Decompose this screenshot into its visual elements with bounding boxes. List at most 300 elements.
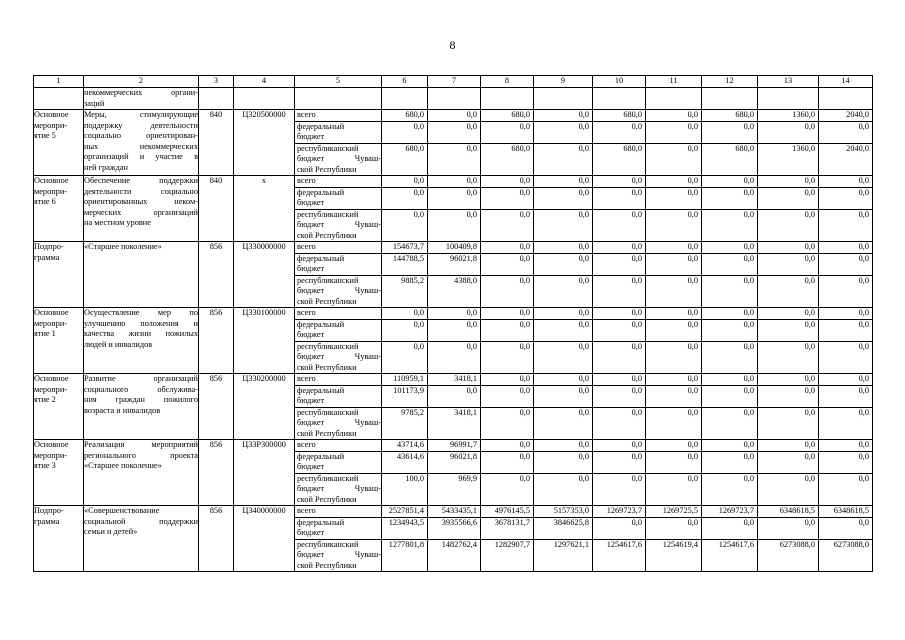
value-cell: 0,0 (593, 407, 646, 440)
grbs-code-cell: 856 (199, 242, 234, 308)
value-cell: 100,0 (382, 473, 428, 506)
value-cell: 0,0 (593, 473, 646, 506)
item-name-cell (84, 308, 199, 374)
value-cell: 0,0 (534, 407, 593, 440)
empty-cell (646, 88, 702, 110)
item-type-cell (34, 176, 84, 242)
value-cell: 0,0 (646, 319, 702, 341)
value-cell: 0,0 (758, 385, 819, 407)
item-type-cell (34, 242, 84, 308)
item-name-cell (84, 176, 199, 242)
value-cell: 0,0 (481, 209, 534, 242)
header-cell: 10 (593, 76, 646, 88)
value-cell: 0,0 (534, 473, 593, 506)
value-cell: 0,0 (593, 253, 646, 275)
value-cell: 6273088,0 (819, 539, 873, 572)
cell-line: меропри- (34, 120, 68, 130)
value-cell: 0,0 (593, 308, 646, 320)
value-cell: 1254619,4 (646, 539, 702, 572)
value-cell: 3935566,6 (428, 517, 481, 539)
funding-source-cell (295, 121, 382, 143)
grbs-code-cell: 856 (199, 506, 234, 572)
cell-line: республиканский (297, 407, 359, 417)
value-cell: 0,0 (819, 187, 873, 209)
value-cell: 0,0 (819, 451, 873, 473)
table-row (34, 176, 873, 188)
item-type-cell (34, 440, 84, 506)
header-cell: 12 (702, 76, 758, 88)
cell-line: всего (297, 374, 316, 383)
value-cell: 0,0 (534, 187, 593, 209)
cell-line: грамма (34, 516, 60, 526)
cell-line: ятие 2 (34, 395, 56, 404)
value-cell: 0,0 (382, 176, 428, 188)
cell-line: семьи и детей» (84, 527, 138, 536)
value-cell: 1234943,5 (382, 517, 428, 539)
value-cell: 0,0 (702, 308, 758, 320)
value-cell: 680,0 (481, 143, 534, 176)
cell-line: улучшению положения и (84, 318, 198, 328)
cell-line: ней граждан (84, 162, 128, 172)
value-cell: 0,0 (646, 341, 702, 374)
value-cell: 0,0 (702, 451, 758, 473)
cell-line: мерческих организаций (84, 207, 198, 217)
continuation-type-cell (34, 88, 84, 110)
value-cell: 0,0 (534, 143, 593, 176)
item-name-cell (84, 110, 199, 176)
value-cell: 1282907,7 (481, 539, 534, 572)
value-cell: 0,0 (758, 341, 819, 374)
value-cell: 96991,7 (428, 440, 481, 452)
item-type-cell (34, 308, 84, 374)
cell-line: бюджет Чуваш- (297, 550, 381, 559)
cell-line: всего (297, 440, 316, 449)
cell-line: меропри- (34, 318, 68, 328)
value-cell: 0,0 (382, 209, 428, 242)
value-cell: 0,0 (819, 319, 873, 341)
cell-line: республиканский (297, 143, 359, 153)
value-cell: 6348618,5 (758, 506, 819, 518)
item-type-cell (34, 506, 84, 572)
cell-line: бюджет (297, 396, 325, 405)
value-cell: 0,0 (593, 319, 646, 341)
value-cell: 0,0 (481, 451, 534, 473)
table-row (34, 506, 873, 518)
value-cell: 4976145,5 (481, 506, 534, 518)
cell-line: ных некоммерческих (84, 141, 198, 151)
cell-line: поддержку деятельности (84, 120, 198, 130)
value-cell: 1277801,8 (382, 539, 428, 572)
cell-line: «Совершенствование (84, 506, 160, 515)
value-cell: 0,0 (593, 121, 646, 143)
funding-source-cell (295, 517, 382, 539)
funding-source-cell (295, 539, 382, 572)
cell-line: Подпро- (34, 506, 64, 515)
funding-source-cell (295, 451, 382, 473)
cell-line: федеральный (297, 319, 345, 329)
value-cell: 101173,9 (382, 385, 428, 407)
value-cell: 0,0 (702, 121, 758, 143)
cell-line: федеральный (297, 385, 345, 395)
value-cell: 0,0 (593, 517, 646, 539)
value-cell: 0,0 (646, 121, 702, 143)
value-cell: 3678131,7 (481, 517, 534, 539)
value-cell: 0,0 (646, 275, 702, 308)
value-cell: 0,0 (819, 374, 873, 386)
value-cell: 0,0 (819, 473, 873, 506)
value-cell: 0,0 (534, 176, 593, 188)
value-cell: 1360,0 (758, 143, 819, 176)
header-cell: 7 (428, 76, 481, 88)
value-cell: 5433435,1 (428, 506, 481, 518)
value-cell: 0,0 (382, 121, 428, 143)
value-cell: 0,0 (534, 275, 593, 308)
cell-line: на местном уровне (84, 218, 151, 227)
cell-line: федеральный (297, 253, 345, 263)
item-name-cell (84, 440, 199, 506)
value-cell: 1269723,7 (702, 506, 758, 518)
value-cell: 0,0 (702, 517, 758, 539)
value-cell: 0,0 (758, 517, 819, 539)
value-cell: 0,0 (382, 308, 428, 320)
cell-line: Основное (34, 176, 69, 185)
header-cell: 4 (234, 76, 295, 88)
value-cell: 0,0 (646, 473, 702, 506)
value-cell: 0,0 (382, 341, 428, 374)
cell-line: бюджет Чуваш- (297, 154, 381, 163)
cell-line: ориентированных неком- (84, 197, 198, 206)
value-cell: 0,0 (534, 341, 593, 374)
cell-line: Осуществление мер по (84, 308, 198, 317)
value-cell: 96021,8 (428, 253, 481, 275)
cell-line: социально ориентирован- (84, 131, 198, 140)
funding-source-cell (295, 440, 382, 452)
value-cell: 680,0 (481, 110, 534, 122)
value-cell: 0,0 (758, 407, 819, 440)
value-cell: 4388,0 (428, 275, 481, 308)
value-cell: 2040,0 (819, 110, 873, 122)
value-cell: 0,0 (819, 176, 873, 188)
value-cell: 0,0 (646, 187, 702, 209)
value-cell: 680,0 (702, 143, 758, 176)
value-cell: 1269723,7 (593, 506, 646, 518)
item-name-cell (84, 506, 199, 572)
budget-code-cell: Ц330100000 (234, 308, 295, 374)
value-cell: 3418,1 (428, 374, 481, 386)
value-cell: 0,0 (593, 209, 646, 242)
funding-source-cell (295, 209, 382, 242)
header-cell: 13 (758, 76, 819, 88)
funding-source-cell (295, 385, 382, 407)
value-cell: 1269725,5 (646, 506, 702, 518)
cell-line: «Старшее поколение» (84, 242, 162, 251)
item-type-cell (34, 374, 84, 440)
funding-source-cell (295, 473, 382, 506)
value-cell: 0,0 (481, 473, 534, 506)
value-cell: 0,0 (428, 121, 481, 143)
budget-code-cell: Ц330000000 (234, 242, 295, 308)
value-cell: 0,0 (646, 451, 702, 473)
value-cell: 0,0 (646, 440, 702, 452)
value-cell: 0,0 (646, 385, 702, 407)
value-cell: 1254617,6 (702, 539, 758, 572)
value-cell: 96021,8 (428, 451, 481, 473)
value-cell: 0,0 (593, 187, 646, 209)
cell-line: Развитие организаций (84, 374, 198, 383)
value-cell: 0,0 (702, 473, 758, 506)
cell-line: ской Республики (297, 296, 357, 306)
cell-line: Меры, стимулирующие (84, 110, 198, 119)
cell-line: ской Республики (297, 560, 357, 570)
value-cell: 1297621,1 (534, 539, 593, 572)
value-cell: 0,0 (481, 176, 534, 188)
value-cell: 0,0 (534, 308, 593, 320)
empty-cell (593, 88, 646, 110)
value-cell: 0,0 (534, 253, 593, 275)
value-cell: 0,0 (758, 374, 819, 386)
value-cell: 0,0 (481, 407, 534, 440)
cell-line: Основное (34, 110, 69, 119)
cell-line: бюджет Чуваш- (297, 418, 381, 427)
value-cell: 0,0 (819, 209, 873, 242)
funding-source-cell (295, 341, 382, 374)
value-cell: 0,0 (534, 385, 593, 407)
item-name-cell (84, 242, 199, 308)
value-cell: 43714,6 (382, 440, 428, 452)
value-cell: 0,0 (702, 385, 758, 407)
grbs-code-cell: 840 (199, 110, 234, 176)
value-cell: 0,0 (593, 275, 646, 308)
value-cell: 1482762,4 (428, 539, 481, 572)
cell-line: всего (297, 176, 316, 185)
cell-line: ской Республики (297, 362, 357, 372)
cell-line: меропри- (34, 450, 68, 460)
empty-cell (758, 88, 819, 110)
continuation-line: некоммерческих органи- (84, 88, 198, 97)
cell-line: социальной поддержки (84, 516, 198, 526)
cell-line: меропри- (34, 186, 68, 196)
header-cell: 5 (295, 76, 382, 88)
value-cell: 0,0 (481, 319, 534, 341)
budget-code-cell: Ц340000000 (234, 506, 295, 572)
value-cell: 969,9 (428, 473, 481, 506)
funding-source-cell (295, 143, 382, 176)
value-cell: 0,0 (702, 407, 758, 440)
funding-source-cell (295, 374, 382, 386)
table-row (34, 440, 873, 452)
value-cell: 0,0 (702, 253, 758, 275)
value-cell: 0,0 (534, 319, 593, 341)
value-cell: 1254617,6 (593, 539, 646, 572)
value-cell: 0,0 (481, 242, 534, 254)
value-cell: 0,0 (758, 121, 819, 143)
header-row (34, 76, 873, 88)
continuation-line: заций (84, 98, 105, 108)
value-cell: 0,0 (758, 253, 819, 275)
cell-line: ской Республики (297, 164, 357, 174)
cell-line: республиканский (297, 473, 359, 483)
value-cell: 680,0 (593, 143, 646, 176)
cell-line: всего (297, 506, 316, 515)
value-cell: 0,0 (428, 176, 481, 188)
value-cell: 0,0 (702, 341, 758, 374)
cell-line: ской Республики (297, 428, 357, 438)
value-cell: 0,0 (819, 121, 873, 143)
empty-cell (199, 88, 234, 110)
cell-line: бюджет Чуваш- (297, 484, 381, 493)
header-cell: 3 (199, 76, 234, 88)
cell-line: всего (297, 242, 316, 251)
cell-line: людей и инвалидов (84, 339, 153, 349)
header-cell: 11 (646, 76, 702, 88)
value-cell: 0,0 (646, 253, 702, 275)
cell-line: республиканский (297, 539, 359, 549)
value-cell: 0,0 (481, 308, 534, 320)
value-cell: 0,0 (646, 407, 702, 440)
value-cell: 0,0 (819, 242, 873, 254)
grbs-code-cell: 856 (199, 308, 234, 374)
cell-line: Основное (34, 308, 69, 317)
funding-source-cell (295, 187, 382, 209)
value-cell: 1360,0 (758, 110, 819, 122)
table-row (34, 242, 873, 254)
value-cell: 2527851,4 (382, 506, 428, 518)
cell-line: грамма (34, 252, 60, 262)
value-cell: 0,0 (534, 374, 593, 386)
cell-line: федеральный (297, 187, 345, 197)
value-cell: 0,0 (382, 319, 428, 341)
funding-source-cell (295, 308, 382, 320)
value-cell: 6348618,5 (819, 506, 873, 518)
value-cell: 0,0 (534, 209, 593, 242)
cell-line: возраста и инвалидов (84, 405, 161, 415)
cell-line: «Старшее поколение» (84, 461, 162, 470)
cell-line: ятие 3 (34, 461, 56, 470)
value-cell: 680,0 (702, 110, 758, 122)
cell-line: ятие 5 (34, 131, 56, 140)
value-cell: 0,0 (819, 253, 873, 275)
value-cell: 0,0 (481, 253, 534, 275)
value-cell: 0,0 (382, 187, 428, 209)
value-cell: 0,0 (593, 385, 646, 407)
value-cell: 0,0 (819, 517, 873, 539)
value-cell: 0,0 (819, 407, 873, 440)
budget-code-cell: Ц33Р300000 (234, 440, 295, 506)
value-cell: 680,0 (382, 143, 428, 176)
cell-line: бюджет (297, 330, 325, 339)
value-cell: 0,0 (481, 440, 534, 452)
cell-line: Подпро- (34, 242, 64, 251)
value-cell: 0,0 (758, 308, 819, 320)
value-cell: 0,0 (428, 319, 481, 341)
value-cell: 0,0 (702, 176, 758, 188)
value-cell: 0,0 (481, 341, 534, 374)
value-cell: 0,0 (702, 319, 758, 341)
value-cell: 0,0 (702, 209, 758, 242)
funding-source-cell (295, 253, 382, 275)
funding-source-cell (295, 176, 382, 188)
value-cell: 0,0 (819, 385, 873, 407)
value-cell: 0,0 (646, 143, 702, 176)
cell-line: меропри- (34, 384, 68, 394)
value-cell: 0,0 (702, 374, 758, 386)
empty-cell (295, 88, 382, 110)
grbs-code-cell: 840 (199, 176, 234, 242)
page-number: 8 (449, 38, 456, 52)
value-cell: 0,0 (702, 440, 758, 452)
cell-line: республиканский (297, 209, 359, 219)
value-cell: 0,0 (428, 385, 481, 407)
cell-line: всего (297, 308, 316, 317)
value-cell: 0,0 (428, 341, 481, 374)
value-cell: 0,0 (534, 451, 593, 473)
empty-cell (234, 88, 295, 110)
value-cell: 0,0 (428, 143, 481, 176)
value-cell: 0,0 (646, 374, 702, 386)
value-cell: 0,0 (534, 121, 593, 143)
cell-line: бюджет Чуваш- (297, 352, 381, 361)
value-cell: 0,0 (646, 517, 702, 539)
item-type-cell (34, 110, 84, 176)
value-cell: 3418,1 (428, 407, 481, 440)
value-cell: 100409,8 (428, 242, 481, 254)
value-cell: 0,0 (646, 209, 702, 242)
empty-cell (819, 88, 873, 110)
cell-line: бюджет Чуваш- (297, 286, 381, 295)
value-cell: 154673,7 (382, 242, 428, 254)
value-cell: 0,0 (593, 440, 646, 452)
value-cell: 110959,1 (382, 374, 428, 386)
value-cell: 0,0 (646, 110, 702, 122)
value-cell: 43614,6 (382, 451, 428, 473)
budget-code-cell: x (234, 176, 295, 242)
value-cell: 0,0 (702, 275, 758, 308)
cell-line: бюджет Чуваш- (297, 220, 381, 229)
cell-line: ния граждан пожилого (84, 395, 198, 404)
cell-line: ятие 6 (34, 197, 56, 206)
empty-cell (534, 88, 593, 110)
value-cell: 2040,0 (819, 143, 873, 176)
cell-line: регионального проекта (84, 450, 198, 460)
header-cell: 8 (481, 76, 534, 88)
header-cell: 14 (819, 76, 873, 88)
value-cell: 5157353,0 (534, 506, 593, 518)
cell-line: всего (297, 110, 316, 119)
empty-cell (382, 88, 428, 110)
value-cell: 0,0 (819, 440, 873, 452)
budget-code-cell: Ц320500000 (234, 110, 295, 176)
value-cell: 0,0 (534, 440, 593, 452)
cell-line: Основное (34, 440, 69, 449)
value-cell: 0,0 (534, 242, 593, 254)
table-row (34, 308, 873, 320)
value-cell: 3846625,8 (534, 517, 593, 539)
value-cell: 0,0 (758, 451, 819, 473)
value-cell: 0,0 (819, 308, 873, 320)
value-cell: 0,0 (481, 374, 534, 386)
cell-line: деятельности социально (84, 186, 198, 196)
cell-line: качества жизни пожилых (84, 329, 198, 338)
value-cell: 0,0 (646, 176, 702, 188)
value-cell: 0,0 (646, 242, 702, 254)
empty-cell (481, 88, 534, 110)
cell-line: федеральный (297, 451, 345, 461)
funding-source-cell (295, 319, 382, 341)
header-cell: 6 (382, 76, 428, 88)
grbs-code-cell: 856 (199, 440, 234, 506)
value-cell: 0,0 (428, 209, 481, 242)
budget-table (33, 75, 873, 572)
